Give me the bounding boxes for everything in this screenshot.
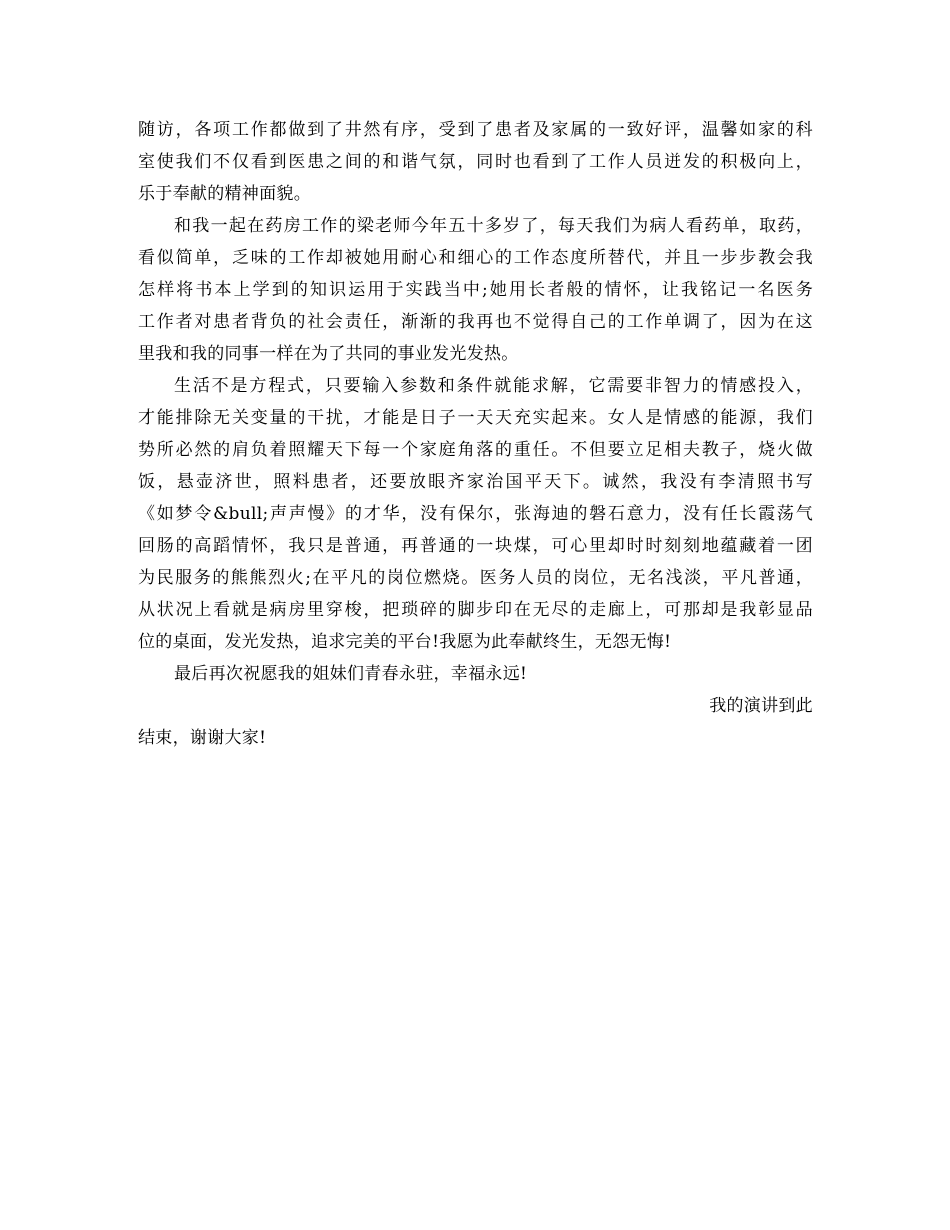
text-line: 回肠的高蹈情怀，我只是普通，再普通的一块煤，可心里却时时刻刻地蕴藏着一团 — [138, 536, 813, 556]
text-line: 工作者对患者背负的社会责任，渐渐的我再也不觉得自己的工作单调了，因为在这 — [138, 312, 813, 332]
paragraph-2 — [138, 210, 813, 370]
closing-thanks — [138, 722, 813, 754]
text-line: 《如梦令&bull;声声慢》的才华，没有保尔，张海迪的磐石意力，没有任长霞荡气 — [138, 504, 813, 524]
text-line: 最后再次祝愿我的姐妹们青春永驻，幸福永远! — [174, 664, 528, 684]
text-line: 怎样将书本上学到的知识运用于实践当中;她用长者般的情怀，让我铭记一名医务 — [138, 280, 813, 300]
text-line: 乐于奉献的精神面貌。 — [138, 184, 311, 204]
closing-remark — [138, 690, 813, 722]
text-line: 生活不是方程式，只要输入参数和条件就能求解，它需要非智力的情感投入， — [174, 376, 813, 396]
text-line: 才能排除无关变量的干扰，才能是日子一天天充实起来。女人是情感的能源，我们 — [138, 408, 813, 428]
document-body — [138, 114, 813, 754]
text-line: 我的演讲到此 — [709, 696, 813, 716]
text-line: 随访，各项工作都做到了井然有序，受到了患者及家属的一致好评，温馨如家的科 — [138, 120, 813, 140]
text-line: 为民服务的熊熊烈火;在平凡的岗位燃烧。医务人员的岗位，无名浅淡，平凡普通， — [138, 568, 813, 588]
text-line: 饭，悬壶济世，照料患者，还要放眼齐家治国平天下。诚然，我没有李清照书写 — [138, 472, 813, 492]
paragraph-4 — [138, 658, 813, 690]
text-line: 结束，谢谢大家! — [138, 728, 267, 748]
text-line: 室使我们不仅看到医患之间的和谐气氛，同时也看到了工作人员迸发的积极向上， — [138, 152, 813, 172]
text-line: 和我一起在药房工作的梁老师今年五十多岁了，每天我们为病人看药单，取药， — [174, 216, 813, 236]
paragraph-3 — [138, 370, 813, 658]
paragraph-1 — [138, 114, 813, 210]
text-line: 从状况上看就是病房里穿梭，把琐碎的脚步印在无尽的走廊上，可那却是我彰显品 — [138, 600, 813, 620]
text-line: 看似简单，乏味的工作却被她用耐心和细心的工作态度所替代，并且一步步教会我 — [138, 248, 813, 268]
text-line: 里我和我的同事一样在为了共同的事业发光发热。 — [138, 344, 519, 364]
text-line: 势所必然的肩负着照耀天下每一个家庭角落的重任。不但要立足相夫教子，烧火做 — [138, 440, 813, 460]
text-line: 位的桌面，发光发热，追求完美的平台!我愿为此奉献终生，无怨无悔! — [138, 632, 672, 652]
